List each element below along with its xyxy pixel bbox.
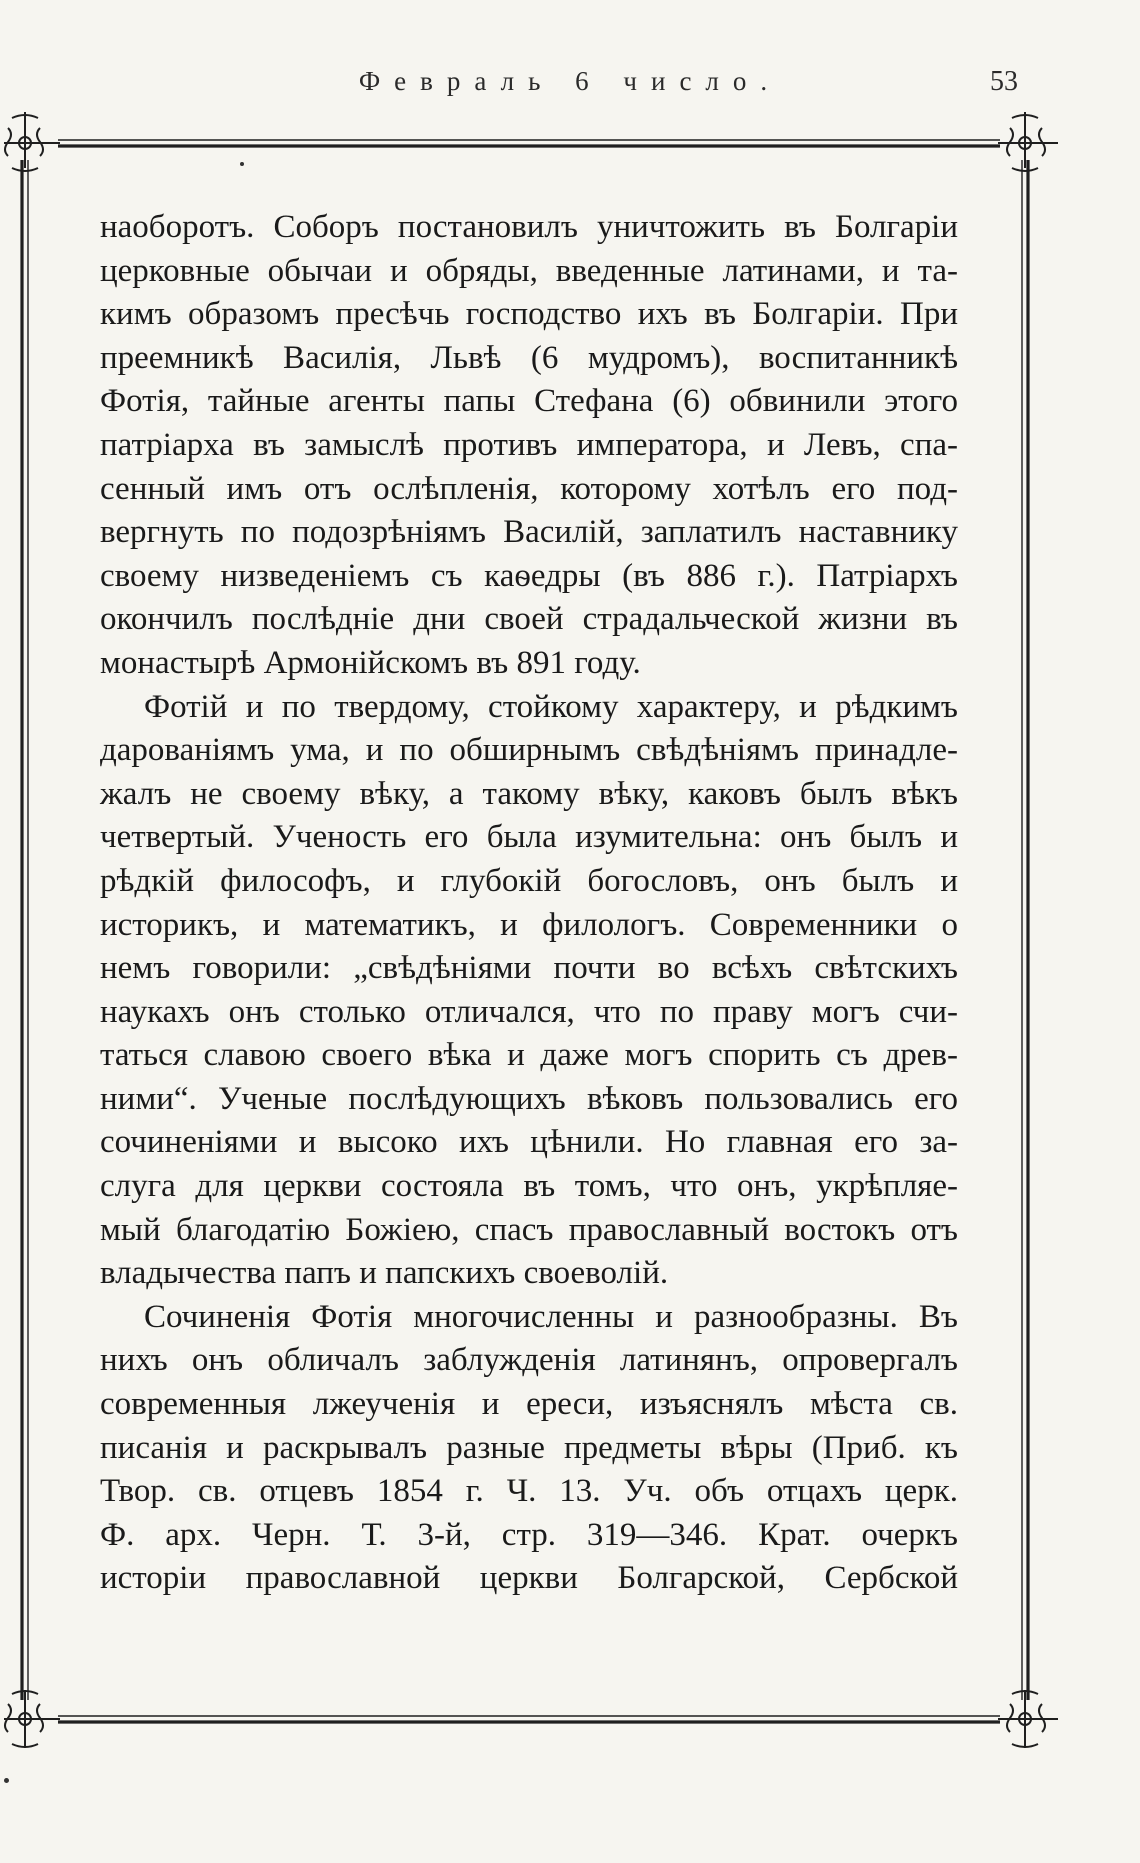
text-line: сочиненіями и высоко ихъ цѣнили. Но главная его за-	[100, 1124, 958, 1161]
text-line: вергнуть по подозрѣніямъ Василій, заплатилъ наставнику	[100, 514, 958, 551]
text-line: слуга для церкви состояла въ томъ, что онъ, укрѣпляе-	[100, 1168, 958, 1205]
text-line: таться славою своего вѣка и даже могъ спорить съ древ-	[100, 1037, 958, 1074]
text-line: современныя лжеученія и ереси, изъяснялъ мѣста св.	[100, 1386, 958, 1423]
text-line: сенный имъ отъ ослѣпленія, которому хотѣлъ его под-	[100, 470, 958, 507]
text-line: немъ говорили: „свѣдѣніями почти во всѣхъ свѣтскихъ	[100, 950, 958, 987]
text-line: наоборотъ. Соборъ постановилъ уничтожить въ Болгаріи	[100, 209, 958, 245]
corner-ornament-bottom-left	[4, 1690, 60, 1748]
running-title: Февраль 6 число.	[358, 66, 782, 96]
text-line: Фотія, тайные агенты папы Стефана (6) обвинили этого	[100, 383, 958, 420]
ink-speck	[240, 162, 244, 166]
text-line: окончилъ послѣдніе дни своей страдальческой жизни въ	[100, 601, 958, 638]
text-line: жалъ не своему вѣку, а такому вѣку, каковъ былъ вѣкъ	[100, 775, 958, 812]
text-line: дарованіямъ ума, и по обширнымъ свѣдѣніямъ принадле-	[100, 732, 958, 769]
text-line: нихъ онъ обличалъ заблужденія латинянъ, опровергалъ	[100, 1342, 958, 1379]
text-line: преемникѣ Василія, Львѣ (6 мудромъ), воспитанникѣ	[100, 339, 958, 376]
page-number: 53	[990, 66, 1018, 97]
text-line: монастырѣ Армонійскомъ въ 891 году.	[100, 644, 641, 681]
text-line: Фотій и по твердому, стойкому характеру, и рѣдкимъ	[144, 688, 958, 725]
text-line: ними“. Ученые послѣдующихъ вѣковъ пользовались его	[100, 1080, 958, 1117]
text-line: церковные обычаи и обряды, введенные латинами, и та-	[100, 252, 958, 289]
text-line: патріарха въ замыслѣ противъ императора, и Левъ, спа-	[100, 426, 958, 463]
corner-ornament-top-left	[4, 112, 60, 171]
text-line: писанія и раскрывалъ разные предметы вѣры (Приб. къ	[100, 1429, 958, 1466]
text-line: своему низведеніемъ съ каѳедры (въ 886 г.). Патріархъ	[100, 557, 958, 594]
text-line: наукахъ онъ столько отличался, что по праву могъ счи-	[100, 993, 958, 1030]
text-line: историкъ, и математикъ, и филологъ. Современники о	[100, 906, 958, 943]
paragraph-3	[100, 1296, 958, 1601]
text-line: Ф. арх. Черн. Т. 3-й, стр. 319—346. Крат. очеркъ	[100, 1516, 958, 1553]
paragraph-1	[100, 206, 958, 686]
text-line: кимъ образомъ пресѣчь господство ихъ въ Болгаріи. При	[100, 296, 958, 333]
ink-speck	[4, 1778, 9, 1783]
text-line: владычества папъ и папскихъ своеволій.	[100, 1255, 669, 1292]
text-line: рѣдкій философъ, и глубокій богословъ, онъ былъ и	[100, 862, 958, 899]
text-line: Сочиненія Фотія многочисленны и разнообразны. Въ	[144, 1298, 958, 1335]
text-line: Твор. св. отцевъ 1854 г. Ч. 13. Уч. объ отцахъ церк.	[100, 1473, 958, 1510]
text-line: четвертый. Ученость его была изумительна: онъ былъ и	[100, 819, 958, 856]
text-line: исторіи православной церкви Болгарской, Сербской	[100, 1560, 958, 1597]
text-line: мый благодатію Божіею, спасъ православный востокъ отъ	[100, 1211, 958, 1248]
paragraph-2	[100, 686, 958, 1296]
body-text	[100, 206, 958, 1601]
